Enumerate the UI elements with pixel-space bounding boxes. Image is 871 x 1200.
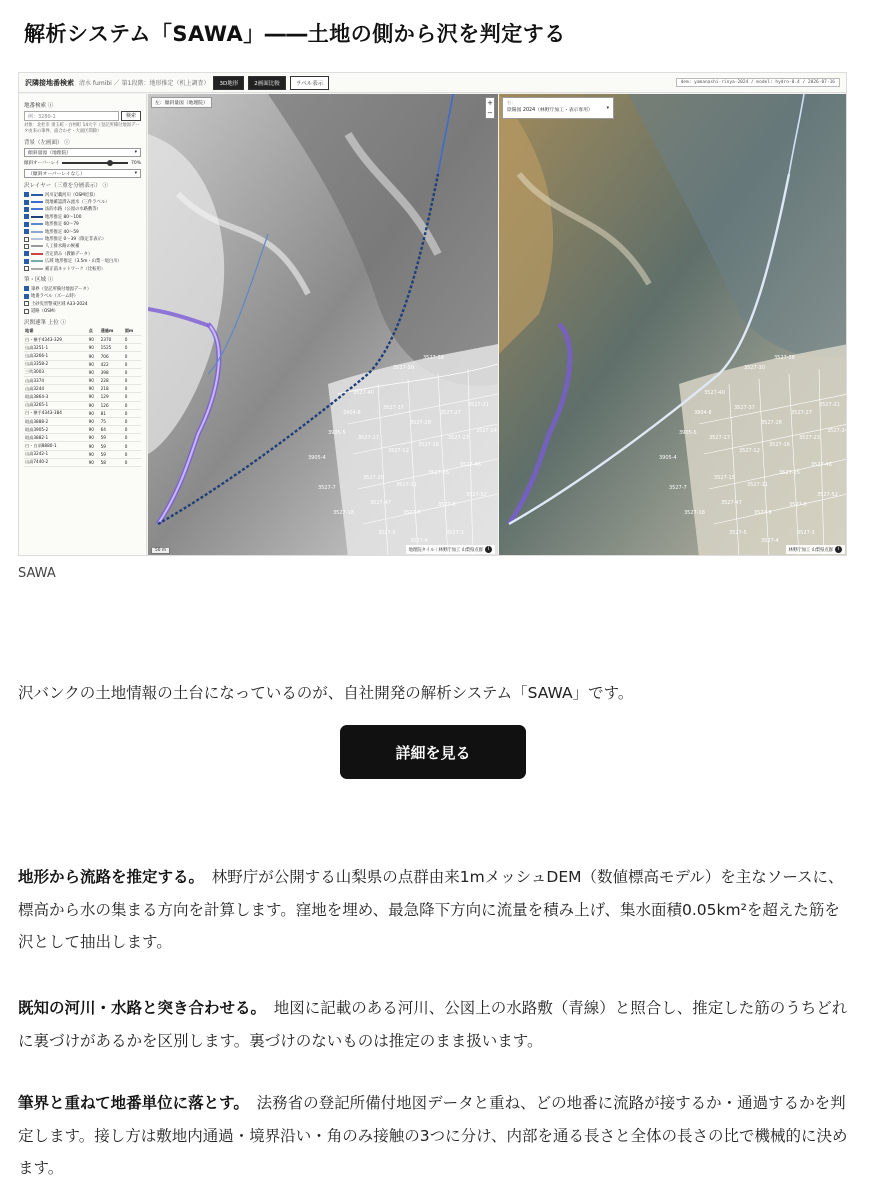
table-row[interactable] — [24, 442, 141, 450]
details-button[interactable]: 詳細を見る — [340, 725, 526, 779]
sawa-screenshot — [18, 72, 847, 556]
parcel-label: 3527-30 — [393, 365, 414, 371]
left-map[interactable] — [148, 94, 498, 556]
layer-checkbox[interactable] — [24, 251, 29, 256]
parcel-label: 3527-37 — [734, 405, 755, 411]
table-cell: 2370 — [100, 336, 124, 344]
table-cell: 0 — [124, 368, 141, 376]
table-cell: 0 — [124, 434, 141, 442]
layers-section-title — [24, 181, 141, 189]
table-row[interactable] — [24, 336, 141, 344]
layer-label: 否定済み（教師データ） — [45, 251, 93, 257]
table-row[interactable] — [24, 426, 141, 434]
parcel-label: 3527-15 — [714, 475, 735, 481]
table-row[interactable] — [24, 393, 141, 401]
parcel-label: 3904-8 — [343, 410, 361, 416]
table-cell: 0 — [124, 344, 141, 352]
parcel-label: 3527-18 — [684, 510, 705, 516]
zoom-in-icon[interactable]: + — [487, 99, 493, 107]
layer-toggle[interactable] — [24, 250, 141, 257]
table-cell: 山高3251-1 — [24, 344, 88, 352]
table-cell: 山高7440-2 — [24, 458, 88, 466]
parcel-label: 3527-6 — [754, 510, 772, 516]
paragraph-terrain — [18, 861, 854, 959]
layer-checkbox[interactable] — [24, 237, 29, 242]
parcel-label: 3527-6 — [403, 510, 421, 516]
intro-text: 沢バンクの土地情報の土台になっているのが、自社開発の解析システム「SAWA」です。 — [18, 684, 634, 702]
parcel-layer-toggle[interactable] — [24, 285, 141, 292]
parcel-label: 3527-38 — [774, 355, 795, 361]
label-toggle-button[interactable]: ラベル表示 — [290, 76, 330, 90]
table-cell: 90 — [88, 385, 100, 393]
parcel-label: 3527-40 — [353, 390, 374, 396]
table-cell: 0 — [124, 458, 141, 466]
parcels-section-label: 筆・区域 — [24, 277, 47, 284]
layer-label: 広域 地形推定（3.5m・山梨一尾白川） — [45, 259, 122, 265]
layer-checkbox[interactable] — [24, 309, 29, 314]
table-cell: 81 — [100, 409, 124, 417]
layer-swatch — [31, 208, 43, 210]
layer-toggle[interactable] — [24, 235, 141, 242]
table-cell: 90 — [88, 409, 100, 417]
table-row[interactable] — [24, 368, 141, 376]
layer-swatch — [31, 245, 43, 247]
table-cell: 0 — [124, 393, 141, 401]
rank-header[interactable]: 点 — [88, 328, 100, 336]
zoom-out-icon[interactable]: − — [487, 109, 493, 117]
table-cell: 0 — [124, 336, 141, 344]
parcel-label: 3527-15 — [363, 475, 384, 481]
layer-label: 筆界（登記所備付地図データ） — [31, 286, 92, 292]
table-cell: 山高3242-1 — [24, 450, 88, 458]
parcel-label: 3527-7 — [669, 485, 687, 491]
table-cell: 90 — [88, 344, 100, 352]
table-row[interactable] — [24, 434, 141, 442]
table-cell: 三吹3003 — [24, 368, 88, 376]
rank-header[interactable]: 面m — [124, 328, 141, 336]
table-row[interactable] — [24, 352, 141, 360]
parcel-label: 3527-23 — [799, 435, 820, 441]
table-cell: 昭高3905-2 — [24, 426, 88, 434]
parcel-label: 3527-24 — [827, 428, 848, 434]
table-row[interactable] — [24, 458, 141, 466]
right-attribution — [786, 545, 845, 554]
layer-checkbox[interactable] — [24, 214, 29, 219]
parcel-label: 3527-25 — [779, 470, 800, 476]
parcel-label: 3527-37 — [383, 405, 404, 411]
table-cell: 59 — [100, 434, 124, 442]
app-topbar — [19, 73, 846, 93]
table-cell: 山高3265-1 — [24, 401, 88, 409]
layer-label: 人工排水路の候補 — [45, 244, 80, 250]
layer-label: 土砂災害警戒区域 A33-2024 — [31, 301, 88, 307]
rank-header[interactable]: 地番 — [24, 328, 88, 336]
right-attribution-text: 林野庁加工 山梨県点群 — [788, 547, 833, 553]
paragraph-rivers — [18, 992, 854, 1057]
table-cell: 0 — [124, 442, 141, 450]
paragraph-body: 地図に記載のある河川、公図上の水路敷（青線）と照合し、推定した筋のうちどれに裏づけがあるかを区別します。裏づけのないものは推定のまま扱います。 — [18, 999, 848, 1050]
layer-toggle[interactable] — [24, 198, 141, 205]
layer-swatch — [31, 216, 43, 218]
table-row[interactable] — [24, 417, 141, 425]
page-title: 解析システム「SAWA」――土地の側から沢を判定する — [24, 22, 566, 46]
parcel-label: 3527-52 — [466, 492, 487, 498]
table-cell: 1525 — [100, 344, 124, 352]
parcel-label: 3527-47 — [370, 500, 391, 506]
layer-swatch — [31, 201, 43, 203]
table-cell: 75 — [100, 417, 124, 425]
layer-toggle[interactable] — [24, 191, 141, 198]
table-cell: 90 — [88, 450, 100, 458]
zoom-control[interactable] — [485, 97, 495, 119]
background-select-value: 傾斜量図（地理院） — [28, 151, 72, 156]
layer-label: 道路（OSM） — [31, 309, 59, 315]
layer-checkbox[interactable] — [24, 294, 29, 299]
shaded-relief-graphic — [499, 94, 847, 556]
table-cell: 129 — [100, 393, 124, 401]
layer-swatch — [31, 268, 43, 270]
parcel-label: 3527-30 — [744, 365, 765, 371]
table-cell: 422 — [100, 360, 124, 368]
layer-swatch — [31, 253, 43, 255]
table-cell: 90 — [88, 360, 100, 368]
layer-swatch — [31, 260, 43, 262]
table-row[interactable] — [24, 360, 141, 368]
table-row[interactable] — [24, 409, 141, 417]
table-cell: 228 — [100, 376, 124, 384]
parcel-label: 3527-4 — [761, 538, 779, 544]
table-cell: 90 — [88, 376, 100, 384]
table-row[interactable] — [24, 450, 141, 458]
layer-label: 河川記載河川（OSM近似） — [45, 192, 98, 198]
parcel-label: 3527-40 — [704, 390, 725, 396]
slope-map-graphic — [148, 94, 498, 556]
rank-table — [24, 328, 141, 467]
paragraph-lead: 既知の河川・水路と突き合わせる。 — [18, 999, 259, 1017]
rank-section-label: 沢関連筆 上位 — [24, 319, 59, 326]
parcel-label: 3527-16 — [418, 442, 439, 448]
parcel-label: 3527-11 — [747, 482, 768, 488]
parcel-label: 3527-23 — [448, 435, 469, 441]
slider-knob[interactable] — [107, 160, 113, 166]
parcel-label: 3905-5 — [679, 430, 697, 436]
parcel-label: 3527-17 — [709, 435, 730, 441]
table-cell: 山高3266-1 — [24, 352, 88, 360]
right-map-select-value: 陰陽図 2024（林野庁加工・表示専用） — [507, 108, 593, 113]
split-compare-button[interactable]: 2画面比較 — [248, 76, 286, 90]
table-cell: 90 — [88, 352, 100, 360]
parcel-label: 3527-25 — [428, 470, 449, 476]
table-cell: 0 — [124, 417, 141, 425]
table-row[interactable] — [24, 344, 141, 352]
layer-checkbox[interactable] — [24, 301, 29, 306]
rank-header[interactable]: 通過m — [100, 328, 124, 336]
parcel-label: 3527-38 — [423, 355, 444, 361]
table-cell: 0 — [124, 352, 141, 360]
parcel-label: 3527-12 — [388, 448, 409, 454]
table-cell: 59 — [100, 450, 124, 458]
layer-toggle[interactable] — [24, 243, 141, 250]
figure-caption: SAWA — [18, 566, 56, 581]
search-section-label: 地番検索 — [24, 103, 47, 109]
table-cell: 90 — [88, 417, 100, 425]
chevron-down-icon: ▾ — [606, 106, 609, 111]
table-cell: 白・白須8880-1 — [24, 442, 88, 450]
search-button[interactable]: 検索 — [121, 111, 141, 121]
table-cell: 90 — [88, 426, 100, 434]
table-cell: 90 — [88, 368, 100, 376]
parcel-layer-toggle[interactable] — [24, 293, 141, 300]
table-cell: 90 — [88, 401, 100, 409]
table-cell: 58 — [100, 458, 124, 466]
background-select[interactable] — [24, 148, 141, 157]
right-map[interactable] — [499, 94, 847, 556]
parcel-label: 3527-17 — [358, 435, 379, 441]
parcel-label: 3527-8 — [789, 502, 807, 508]
layer-swatch — [31, 194, 43, 196]
parcel-label: 3527-24 — [476, 428, 497, 434]
info-icon: ⓘ — [47, 277, 54, 284]
layer-label: 地形推定 80～100 — [45, 214, 82, 220]
layer-toggle[interactable] — [24, 206, 141, 213]
parcel-label: 3527-28 — [761, 420, 782, 426]
parcel-label: 3527-46 — [811, 462, 832, 468]
model-meta: dem: yamanashi-rinya-2024 / model: hydro-0.4 / 2026-07-16 — [676, 78, 840, 87]
layer-label: 地形推定 0～39（限定非表示） — [45, 237, 107, 243]
bg-section-label: 背景（左画面） — [24, 140, 63, 146]
overlay-select-value: （傾斜オーバーレイなし） — [28, 172, 85, 177]
parcel-label: 3527-18 — [333, 510, 354, 516]
parcel-label: 3905-5 — [328, 430, 346, 436]
chevron-down-icon: ▾ — [134, 150, 137, 155]
parcel-label: 3527-21 — [819, 402, 840, 408]
paragraph-body: 法務省の登記所備付地図データと重ね、どの地番に流路が接するか・通過するかを判定します。接し方は敷地内通過・境界沿い・角のみ接触の3つに分け、内部を通る長さと全体の長さの比で機械的に決めます。 — [18, 1094, 848, 1177]
layer-label: 地形推定 40～59 — [45, 229, 79, 235]
info-icon[interactable]: i — [485, 546, 492, 553]
layer-label: 補正前ネットワーク（比較用） — [45, 266, 106, 272]
layer-toggle[interactable] — [24, 228, 141, 235]
sidebar — [19, 94, 147, 556]
parcel-label: 3527-3 — [446, 530, 464, 536]
parcel-label: 3905-4 — [308, 455, 326, 461]
layer-label: 法的水路（公図の水路敷等） — [45, 207, 101, 213]
parcel-label: 3527-21 — [468, 402, 489, 408]
table-cell: 90 — [88, 336, 100, 344]
parcel-label: 3905-4 — [659, 455, 677, 461]
table-cell: 0 — [124, 385, 141, 393]
table-cell: 白・横手4343-329 — [24, 336, 88, 344]
opacity-slider[interactable] — [24, 159, 141, 167]
table-cell: 398 — [100, 368, 124, 376]
parcel-label: 3527-47 — [721, 500, 742, 506]
parcel-label: 3527-3 — [797, 530, 815, 536]
parcel-label: 3527-46 — [460, 462, 481, 468]
slider-track[interactable] — [62, 162, 128, 164]
parcel-label: 3527-5 — [729, 530, 747, 536]
layer-swatch — [31, 231, 43, 233]
table-cell: 90 — [88, 442, 100, 450]
info-icon: ⓘ — [60, 319, 67, 326]
table-cell: 0 — [124, 426, 141, 434]
search-section-title — [24, 101, 141, 109]
parcel-label: 3527-52 — [817, 492, 838, 498]
paragraph-parcels — [18, 1087, 854, 1185]
paragraph-body: 林野庁が公開する山梨県の点群由来1mメッシュDEM（数値標高モデル）を主なソースに、標高から水の集まる方向を計算します。窪地を埋め、最急降下方向に流量を積み上げ、集水面積0.05km²を超えた筋を沢として抽出します。 — [18, 868, 844, 951]
layers-section-label: 沢レイヤー（三重を分層表示） — [24, 183, 101, 189]
parcel-label: 3527-27 — [440, 410, 461, 416]
app-title: 沢隣接地番検索 — [25, 78, 74, 87]
table-cell: 90 — [88, 393, 100, 401]
overlay-select[interactable] — [24, 169, 141, 178]
terrain-3d-button[interactable]: 3D地形 — [213, 76, 244, 90]
layer-checkbox[interactable] — [24, 286, 29, 291]
parcel-label: 3904-8 — [694, 410, 712, 416]
table-cell: 山高3244 — [24, 385, 88, 393]
layer-checkbox[interactable] — [24, 259, 29, 264]
layer-checkbox[interactable] — [24, 229, 29, 234]
parcel-label: 3527-28 — [410, 420, 431, 426]
parcel-label: 3527-5 — [378, 530, 396, 536]
layer-checkbox[interactable] — [24, 222, 29, 227]
right-map-select[interactable] — [502, 97, 614, 119]
parcel-label: 3527-12 — [739, 448, 760, 454]
layer-checkbox[interactable] — [24, 266, 29, 271]
parcel-label: 3527-16 — [769, 442, 790, 448]
parcels-section-title — [24, 275, 141, 283]
parcel-label: 3527-7 — [318, 485, 336, 491]
table-cell: 59 — [100, 442, 124, 450]
paragraph-lead: 筆界と重ねて地番単位に落とす。 — [18, 1094, 242, 1112]
parcel-layer-toggle[interactable] — [24, 300, 141, 307]
layer-list — [24, 191, 141, 272]
left-attribution-text: 地理院タイル｜林野庁加工 山梨県点群 — [408, 547, 483, 553]
table-cell: 0 — [124, 360, 141, 368]
table-cell: 0 — [124, 450, 141, 458]
parcel-search-input[interactable]: 例：3280-1 — [24, 111, 119, 121]
layer-toggle[interactable] — [24, 213, 141, 220]
info-icon[interactable]: i — [835, 546, 842, 553]
table-cell: 昭高3882-1 — [24, 434, 88, 442]
table-cell: 64 — [100, 426, 124, 434]
parcel-label: 3527-8 — [438, 502, 456, 508]
opacity-label: 傾斜オーバーレイ — [24, 161, 60, 166]
table-cell: 白・横手4343-384 — [24, 409, 88, 417]
layer-label: 現地確認済み流水（三件ラベル） — [45, 200, 110, 206]
chevron-down-icon: ▾ — [134, 171, 137, 176]
table-cell: 山高3374 — [24, 376, 88, 384]
table-cell: 0 — [124, 401, 141, 409]
layer-checkbox[interactable] — [24, 244, 29, 249]
scale-bar: 50 m — [151, 548, 170, 554]
info-icon: ⓘ — [47, 103, 54, 109]
left-attribution — [406, 545, 495, 554]
layer-swatch — [31, 223, 43, 225]
layer-checkbox[interactable] — [24, 207, 29, 212]
parcel-label: 3527-4 — [410, 538, 428, 544]
layer-swatch — [31, 238, 43, 240]
search-note: 対象：北杜市 須玉町・白州町 14大字（登記所備付地図データ由来の筆界、面合わせ・大面区間除） — [24, 123, 140, 134]
layer-toggle[interactable] — [24, 221, 141, 228]
parcel-label: 3527-11 — [396, 482, 417, 488]
layer-checkbox[interactable] — [24, 200, 29, 205]
table-cell: 0 — [124, 376, 141, 384]
layer-label: 地番ラベル（ズーム時） — [31, 294, 79, 300]
layer-toggle[interactable] — [24, 265, 141, 272]
table-cell: 126 — [100, 401, 124, 409]
app-subtitle: 清水 fumibi ／ 第1段階：地形推定（机上調査） — [79, 80, 210, 87]
table-cell: 山高3358-2 — [24, 360, 88, 368]
table-cell: 昭高3888-2 — [24, 417, 88, 425]
left-map-label: 左：傾斜量図（地理院） — [151, 97, 212, 108]
table-row[interactable] — [24, 401, 141, 409]
table-cell: 90 — [88, 458, 100, 466]
table-cell: 706 — [100, 352, 124, 360]
parcel-layer-toggle[interactable] — [24, 307, 141, 314]
info-icon: ⓘ — [102, 183, 108, 189]
bg-section-title — [24, 138, 141, 146]
table-cell: 218 — [100, 385, 124, 393]
table-cell: 90 — [88, 434, 100, 442]
table-row[interactable] — [24, 376, 141, 384]
parcel-label: 3527-27 — [791, 410, 812, 416]
layer-checkbox[interactable] — [24, 192, 29, 197]
paragraph-lead: 地形から流路を推定する。 — [18, 868, 197, 886]
table-cell: 昭高3864-3 — [24, 393, 88, 401]
info-icon: ⓘ — [64, 140, 70, 146]
table-cell: 0 — [124, 409, 141, 417]
rank-section-title — [24, 318, 141, 326]
parcel-layer-list — [24, 285, 141, 315]
table-row[interactable] — [24, 385, 141, 393]
layer-label: 地形推定 60～79 — [45, 222, 79, 228]
layer-toggle[interactable] — [24, 258, 141, 265]
right-map-select-label: 右： — [507, 100, 516, 105]
opacity-value: 70% — [130, 160, 141, 166]
